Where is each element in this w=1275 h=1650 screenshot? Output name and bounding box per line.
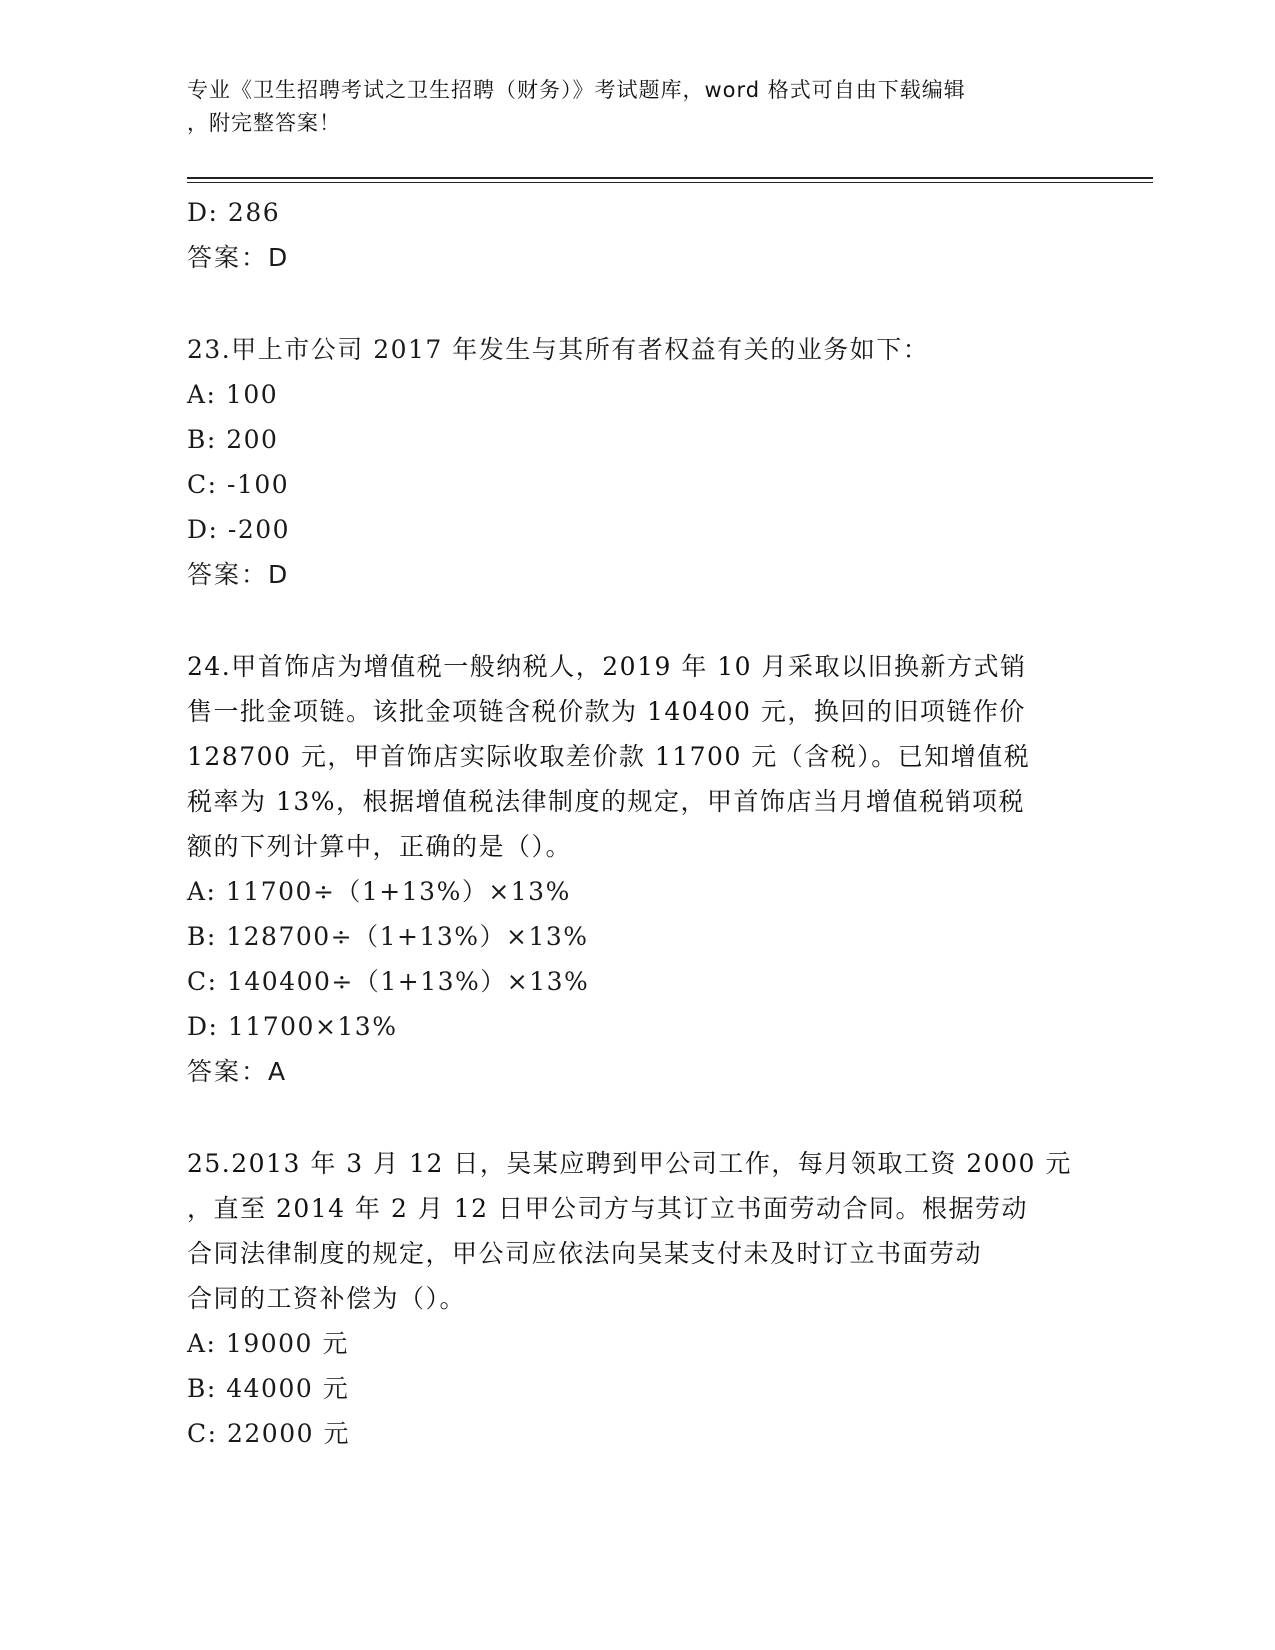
question-25-stem-line: ，直至 2014 年 2 月 12 日甲公司方与其订立书面劳动合同。根据劳动 bbox=[187, 1194, 1029, 1223]
question-23-option-a: A: 100 bbox=[187, 380, 279, 409]
question-23-option-c: C: -100 bbox=[187, 470, 290, 499]
question-22-answer: 答案：D bbox=[187, 243, 290, 272]
question-24-stem-line: 税率为 13%，根据增值税法律制度的规定，甲首饰店当月增值税销项税 bbox=[187, 787, 1026, 816]
question-23-answer: 答案：D bbox=[187, 560, 290, 589]
question-24-option-c: C: 140400÷（1+13%）×13% bbox=[187, 967, 590, 996]
header-title-line-1: 专业《卫生招聘考试之卫生招聘（财务）》考试题库，word 格式可自由下载编辑 bbox=[187, 78, 966, 102]
question-24-stem-line: 额的下列计算中，正确的是（）。 bbox=[187, 832, 573, 861]
spacer bbox=[187, 1094, 1087, 1141]
question-24-option-b: B: 128700÷（1+13%）×13% bbox=[187, 922, 589, 951]
question-24-answer: 答案：A bbox=[187, 1057, 288, 1086]
question-24-stem-line: 24.甲首饰店为增值税一般纳税人，2019 年 10 月采取以旧换新方式销 bbox=[187, 652, 1027, 681]
question-25-stem-line: 25.2013 年 3 月 12 日，吴某应聘到甲公司工作，每月领取工资 2000 元 bbox=[187, 1149, 1072, 1178]
question-24-option-d: D: 11700×13% bbox=[187, 1012, 398, 1041]
question-22-option-d: D: 286 bbox=[187, 198, 281, 227]
question-24-stem-line: 128700 元，甲首饰店实际收取差价款 11700 元（含税）。已知增值税 bbox=[187, 742, 1031, 771]
header-title-line-2: ，附完整答案！ bbox=[187, 111, 341, 135]
question-24-option-a: A: 11700÷（1+13%）×13% bbox=[187, 877, 571, 906]
question-25-option-b: B: 44000 元 bbox=[187, 1374, 350, 1403]
question-23-option-d: D: -200 bbox=[187, 515, 291, 544]
header-divider-thin bbox=[187, 182, 1153, 183]
page-header bbox=[187, 74, 1087, 140]
question-25-option-a: A: 19000 元 bbox=[187, 1329, 349, 1358]
question-24 bbox=[187, 644, 1087, 1094]
question-25-stem bbox=[187, 1141, 1087, 1321]
question-25 bbox=[187, 1141, 1087, 1456]
question-22 bbox=[187, 190, 1087, 280]
document-body bbox=[187, 190, 1087, 1456]
spacer bbox=[187, 280, 1087, 327]
question-23-option-b: B: 200 bbox=[187, 425, 279, 454]
question-23-stem: 23.甲上市公司 2017 年发生与其所有者权益有关的业务如下： bbox=[187, 335, 930, 364]
spacer bbox=[187, 597, 1087, 644]
question-25-option-c: C: 22000 元 bbox=[187, 1419, 350, 1448]
header-divider bbox=[187, 177, 1153, 179]
question-25-stem-line: 合同法律制度的规定，甲公司应依法向吴某支付未及时订立书面劳动 bbox=[187, 1239, 983, 1268]
question-24-stem bbox=[187, 644, 1087, 869]
question-24-stem-line: 售一批金项链。该批金项链含税价款为 140400 元，换回的旧项链作价 bbox=[187, 697, 1026, 726]
question-23 bbox=[187, 327, 1087, 597]
question-25-stem-line: 合同的工资补偿为（）。 bbox=[187, 1284, 467, 1313]
